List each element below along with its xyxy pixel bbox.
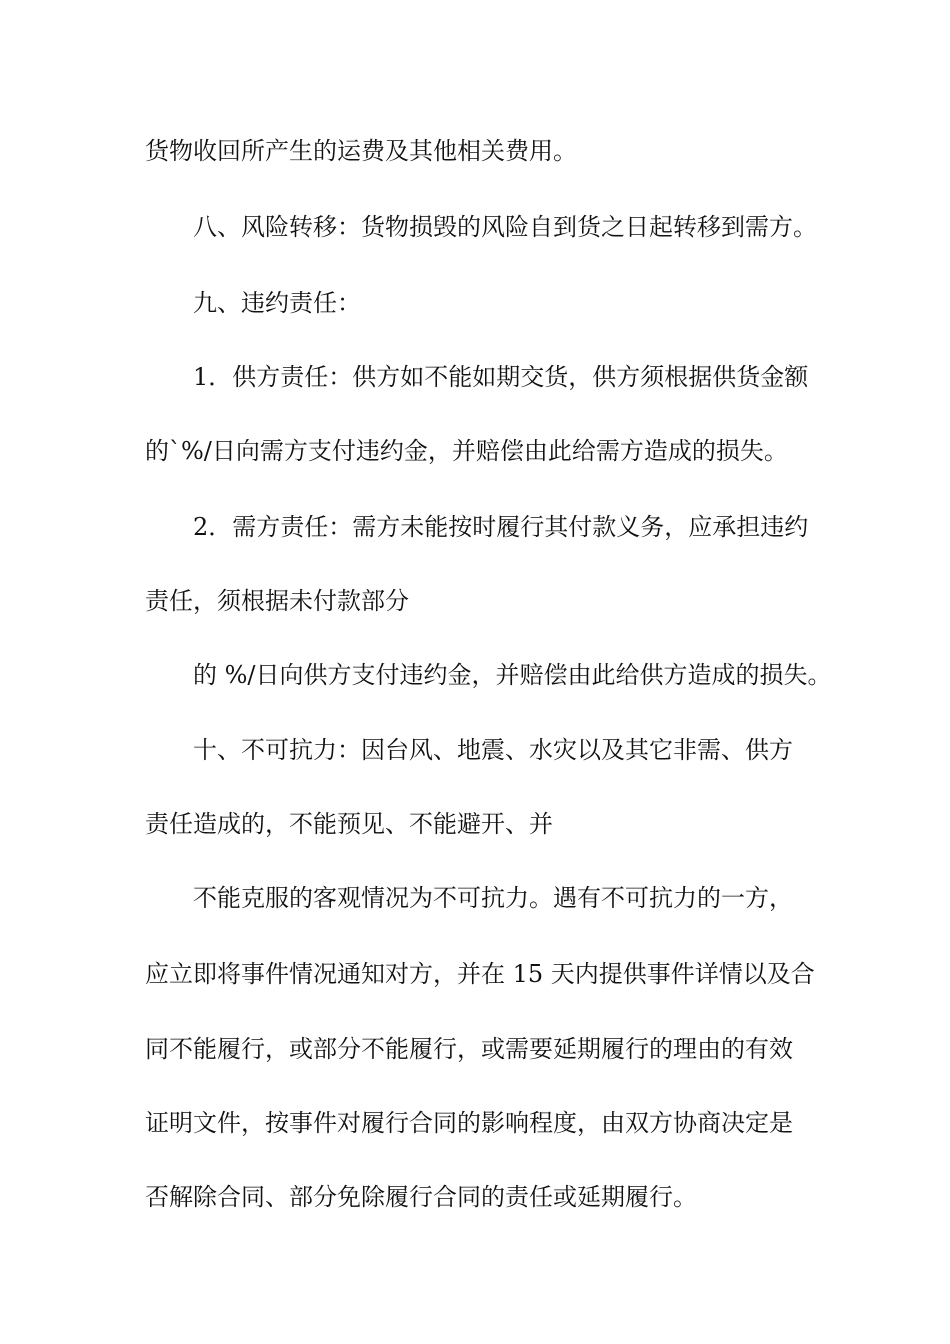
text-line-14: 证明文件，按事件对履行合同的影响程度，由双方协商决定是 — [145, 1109, 793, 1137]
text-line-11: 不能克服的客观情况为不可抗力。遇有不可抗力的一方， — [193, 884, 793, 912]
text-line-3: 九、违约责任： — [193, 289, 361, 317]
text-line-12: 应立即将事件情况通知对方，并在 15 天内提供事件详情以及合 — [145, 960, 815, 988]
text-line-5: 的`%/日向需方支付违约金，并赔偿由此给需方造成的损失。 — [145, 437, 788, 465]
text-line-1: 货物收回所产生的运费及其他相关费用。 — [145, 137, 577, 165]
text-line-10: 责任造成的，不能预见、不能避开、并 — [145, 810, 553, 838]
text-line-2: 八、风险转移：货物损毁的风险自到货之日起转移到需方。 — [193, 213, 817, 241]
text-line-7: 责任，须根据未付款部分 — [145, 587, 409, 615]
text-line-9: 十、不可抗力：因台风、地震、水灾以及其它非需、供方 — [193, 736, 793, 764]
text-line-8: 的 %/日向供方支付违约金，并赔偿由此给供方造成的损失。 — [193, 661, 832, 689]
text-line-6: 2．需方责任：需方未能按时履行其付款义务，应承担违约 — [193, 513, 809, 541]
text-line-15: 否解除合同、部分免除履行合同的责任或延期履行。 — [145, 1183, 697, 1211]
text-line-13: 同不能履行，或部分不能履行，或需要延期履行的理由的有效 — [145, 1035, 793, 1063]
text-line-4: 1．供方责任：供方如不能如期交货，供方须根据供货金额 — [193, 363, 809, 391]
